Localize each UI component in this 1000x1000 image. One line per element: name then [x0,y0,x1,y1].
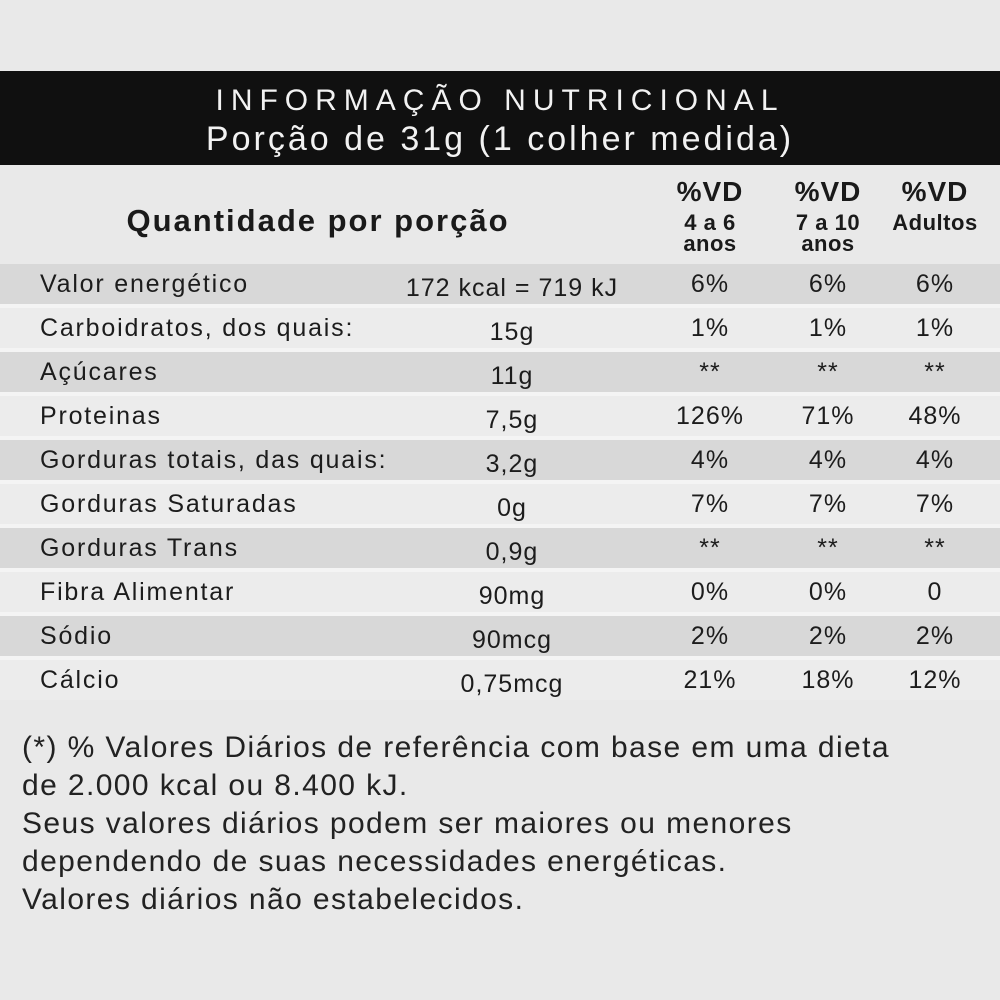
nutrient-amount: 15g [489,318,535,346]
nutrient-name: Valor energético [40,270,249,298]
vd-adults-value: 2% [915,622,955,650]
nutrient-amount: 0g [497,494,527,522]
nutrition-table [0,264,1000,700]
nutrient-name: Cálcio [40,666,121,694]
nutrient-name: Gorduras Saturadas [40,490,298,518]
table-row-gorduras-saturadas [0,484,1000,524]
nutrient-name: Gorduras totais, das quais: [40,446,388,474]
vd-adults-value: 1% [915,314,955,342]
vd-column-adults-title: %VD [901,176,969,207]
vd-column-7a10-subtitle-line2: anos [801,231,855,256]
vd-column-4a6-title: %VD [676,176,744,207]
vd-adults-value: 48% [908,402,962,430]
vd-4a6-value: 6% [690,270,730,298]
nutrient-amount: 3,2g [485,450,539,478]
vd-7a10-value: ** [817,358,839,386]
vd-7a10-value: 0% [808,578,848,606]
vd-4a6-value: 4% [690,446,730,474]
nutrient-amount: 90mg [478,582,546,610]
table-row-calcio [0,660,1000,700]
vd-7a10-value: 7% [808,490,848,518]
vd-7a10-value: ** [817,534,839,562]
footnote-line-2: de 2.000 kcal ou 8.400 kJ. [22,769,409,802]
nutrient-name: Proteinas [40,402,162,430]
footnote-line-5: Valores diários não estabelecidos. [22,883,525,916]
vd-4a6-value: 2% [690,622,730,650]
quantity-per-serving-header: Quantidade por porção [126,203,510,238]
vd-adults-value: 6% [915,270,955,298]
vd-7a10-value: 18% [801,666,855,694]
footnotes-block [22,729,982,919]
table-row-gorduras-totais [0,440,1000,480]
vd-4a6-value: 126% [676,402,744,430]
nutrient-amount: 90mcg [471,626,553,654]
vd-column-4a6-subtitle-line1: 4 a 6 [684,210,736,235]
table-row-proteinas [0,396,1000,436]
nutrient-amount: 0,75mcg [460,670,564,698]
vd-7a10-value: 71% [801,402,855,430]
vd-7a10-value: 4% [808,446,848,474]
vd-adults-value: ** [924,358,946,386]
nutrient-amount: 11g [490,362,534,390]
vd-adults-value: 0 [927,578,943,606]
table-row-sodio [0,616,1000,656]
nutrient-name: Carboidratos, dos quais: [40,314,355,342]
nutrient-name: Fibra Alimentar [40,578,236,606]
vd-column-adults-subtitle [870,212,1000,233]
footnote-line-4: dependendo de suas necessidades energéticas. [22,845,728,878]
table-row-acucares [0,352,1000,392]
vd-adults-value: 12% [908,666,962,694]
nutrient-amount: 7,5g [485,406,539,434]
vd-4a6-value: ** [699,358,721,386]
vd-4a6-value: ** [699,534,721,562]
serving-size-subtitle: Porção de 31g (1 colher medida) [205,120,795,158]
table-row-carboidratos [0,308,1000,348]
vd-4a6-value: 7% [690,490,730,518]
nutrient-name: Açúcares [40,358,159,386]
vd-column-4a6-subtitle [645,212,775,254]
vd-column-7a10-subtitle-line1: 7 a 10 [795,210,861,235]
vd-7a10-value: 1% [808,314,848,342]
vd-column-adults-subtitle-line1: Adultos [892,210,978,235]
nutrient-name: Gorduras Trans [40,534,239,562]
nutrient-name: Sódio [40,622,113,650]
nutrition-header-title: INFORMAÇÃO NUTRICIONAL [215,84,785,117]
nutrient-amount: 0,9g [485,538,539,566]
vd-4a6-value: 21% [683,666,737,694]
table-row-fibra-alimentar [0,572,1000,612]
vd-7a10-value: 6% [808,270,848,298]
vd-adults-value: 7% [915,490,955,518]
footnote-line-1: (*) % Valores Diários de referência com base em uma dieta [22,731,890,764]
vd-adults-value: ** [924,534,946,562]
vd-adults-value: 4% [915,446,955,474]
vd-4a6-value: 0% [690,578,730,606]
nutrient-amount: 172 kcal = 719 kJ [405,274,619,302]
table-row-gorduras-trans [0,528,1000,568]
table-row-valor-energetico [0,264,1000,304]
vd-column-7a10-title: %VD [794,176,862,207]
vd-4a6-value: 1% [690,314,730,342]
vd-column-4a6-subtitle-line2: anos [683,231,737,256]
footnote-line-3: Seus valores diários podem ser maiores ou menores [22,807,793,840]
vd-7a10-value: 2% [808,622,848,650]
nutrition-header-bar [0,71,1000,165]
